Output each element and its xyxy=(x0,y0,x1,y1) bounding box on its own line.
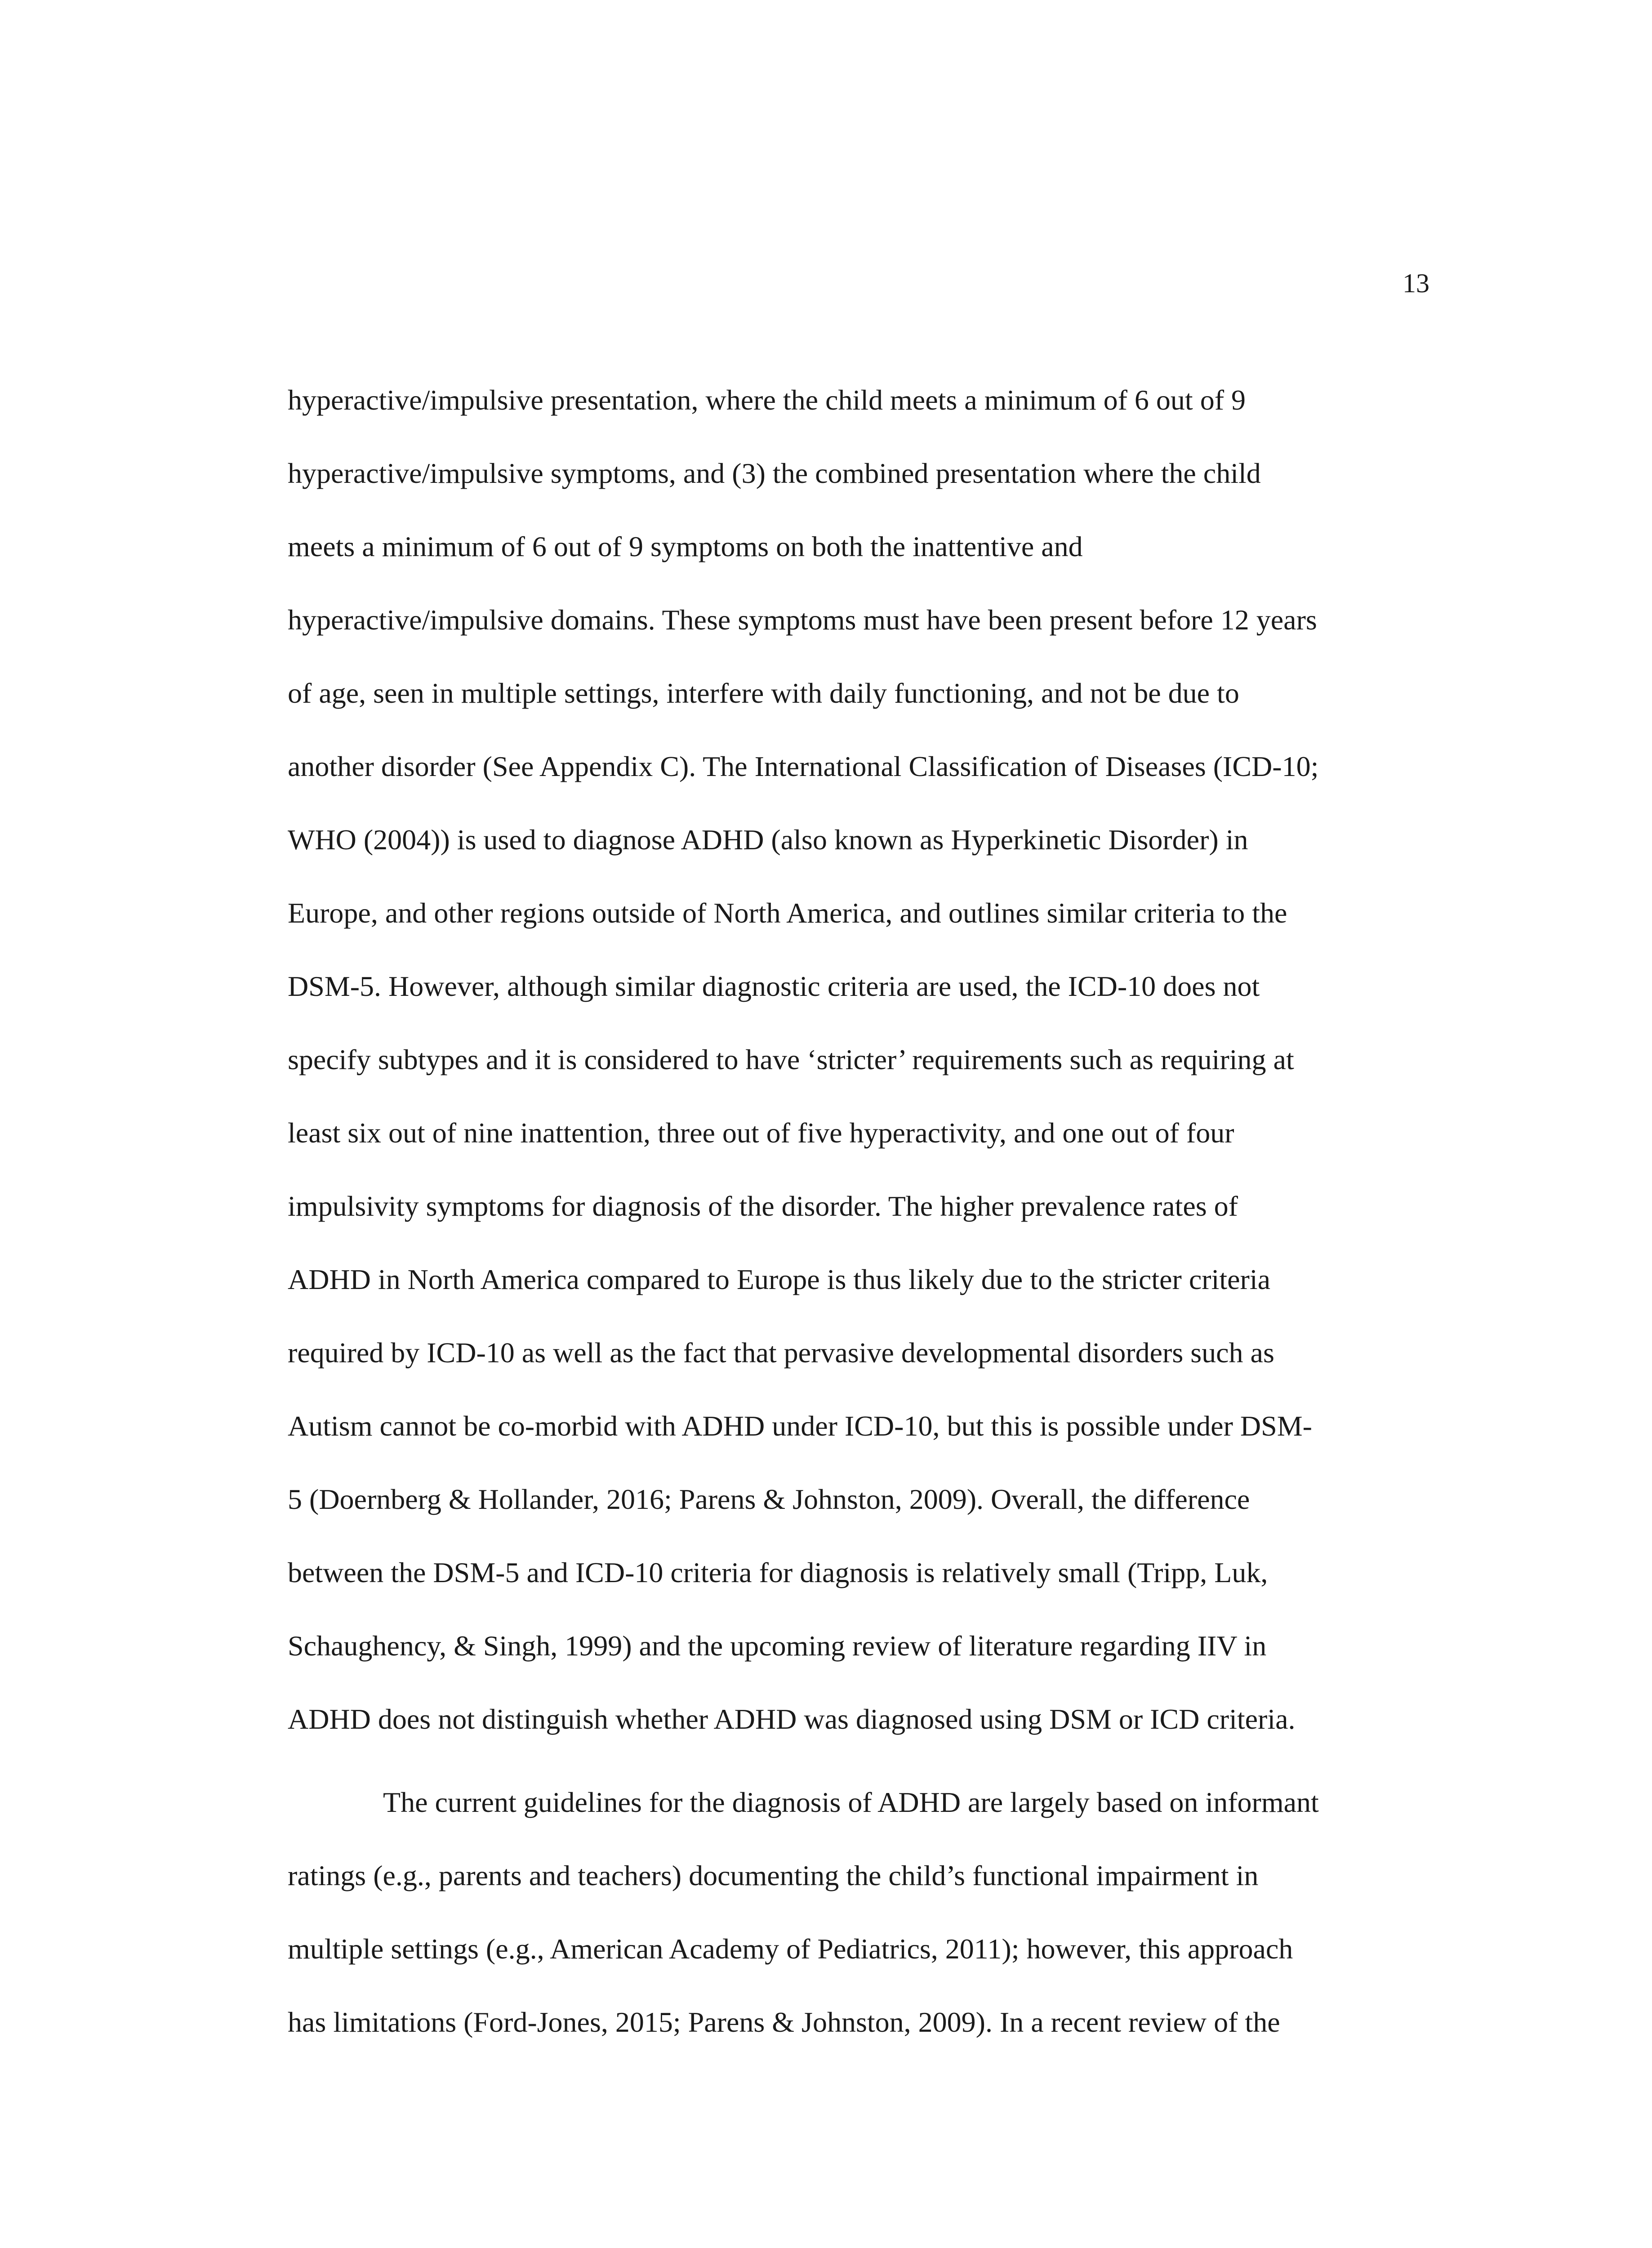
text-line: has limitations (Ford-Jones, 2015; Parens & Johnston, 2009). In a recent review of the xyxy=(288,2006,1280,2038)
text-line: ADHD in North America compared to Europe is thus likely due to the stricter criteria xyxy=(288,1263,1271,1295)
body-text xyxy=(288,363,1474,2059)
text-line: specify subtypes and it is considered to have ‘stricter’ requirements such as requiring at xyxy=(288,1044,1294,1075)
text-line: between the DSM-5 and ICD-10 criteria for diagnosis is relatively small (Tripp, Luk, xyxy=(288,1557,1268,1588)
paragraph xyxy=(288,363,1474,1756)
text-line: impulsivity symptoms for diagnosis of the disorder. The higher prevalence rates of xyxy=(288,1190,1238,1222)
text-line: Autism cannot be co-morbid with ADHD under ICD-10, but this is possible under DSM- xyxy=(288,1410,1312,1442)
text-line: hyperactive/impulsive domains. These symptoms must have been present before 12 years xyxy=(288,604,1317,636)
text-line: WHO (2004)) is used to diagnose ADHD (also known as Hyperkinetic Disorder) in xyxy=(288,824,1248,856)
text-line: meets a minimum of 6 out of 9 symptoms on both the inattentive and xyxy=(288,531,1083,562)
text-line: ADHD does not distinguish whether ADHD was diagnosed using DSM or ICD criteria. xyxy=(288,1703,1296,1735)
text-line: DSM-5. However, although similar diagnostic criteria are used, the ICD-10 does not xyxy=(288,970,1260,1002)
text-line: The current guidelines for the diagnosis of ADHD are largely based on informant xyxy=(383,1786,1319,1818)
text-line: of age, seen in multiple settings, interfere with daily functioning, and not be due to xyxy=(288,677,1239,709)
paragraph xyxy=(288,1766,1474,2059)
text-line: required by ICD-10 as well as the fact that pervasive developmental disorders such as xyxy=(288,1337,1274,1369)
text-line: Europe, and other regions outside of North America, and outlines similar criteria to the xyxy=(288,897,1287,929)
text-line: multiple settings (e.g., American Academy of Pediatrics, 2011); however, this approach xyxy=(288,1933,1293,1965)
text-line: another disorder (See Appendix C). The International Classification of Diseases (ICD-10; xyxy=(288,750,1319,782)
text-line: least six out of nine inattention, three out of five hyperactivity, and one out of four xyxy=(288,1117,1234,1149)
text-line: Schaughency, & Singh, 1999) and the upcoming review of literature regarding IIV in xyxy=(288,1630,1267,1662)
text-line: 5 (Doernberg & Hollander, 2016; Parens & Johnston, 2009). Overall, the difference xyxy=(288,1483,1250,1515)
text-line: hyperactive/impulsive symptoms, and (3) the combined presentation where the child xyxy=(288,457,1261,489)
text-line: ratings (e.g., parents and teachers) documenting the child’s functional impairment in xyxy=(288,1860,1259,1891)
page-number: 13 xyxy=(1403,268,1429,298)
text-line: hyperactive/impulsive presentation, where the child meets a minimum of 6 out of 9 xyxy=(288,384,1246,416)
